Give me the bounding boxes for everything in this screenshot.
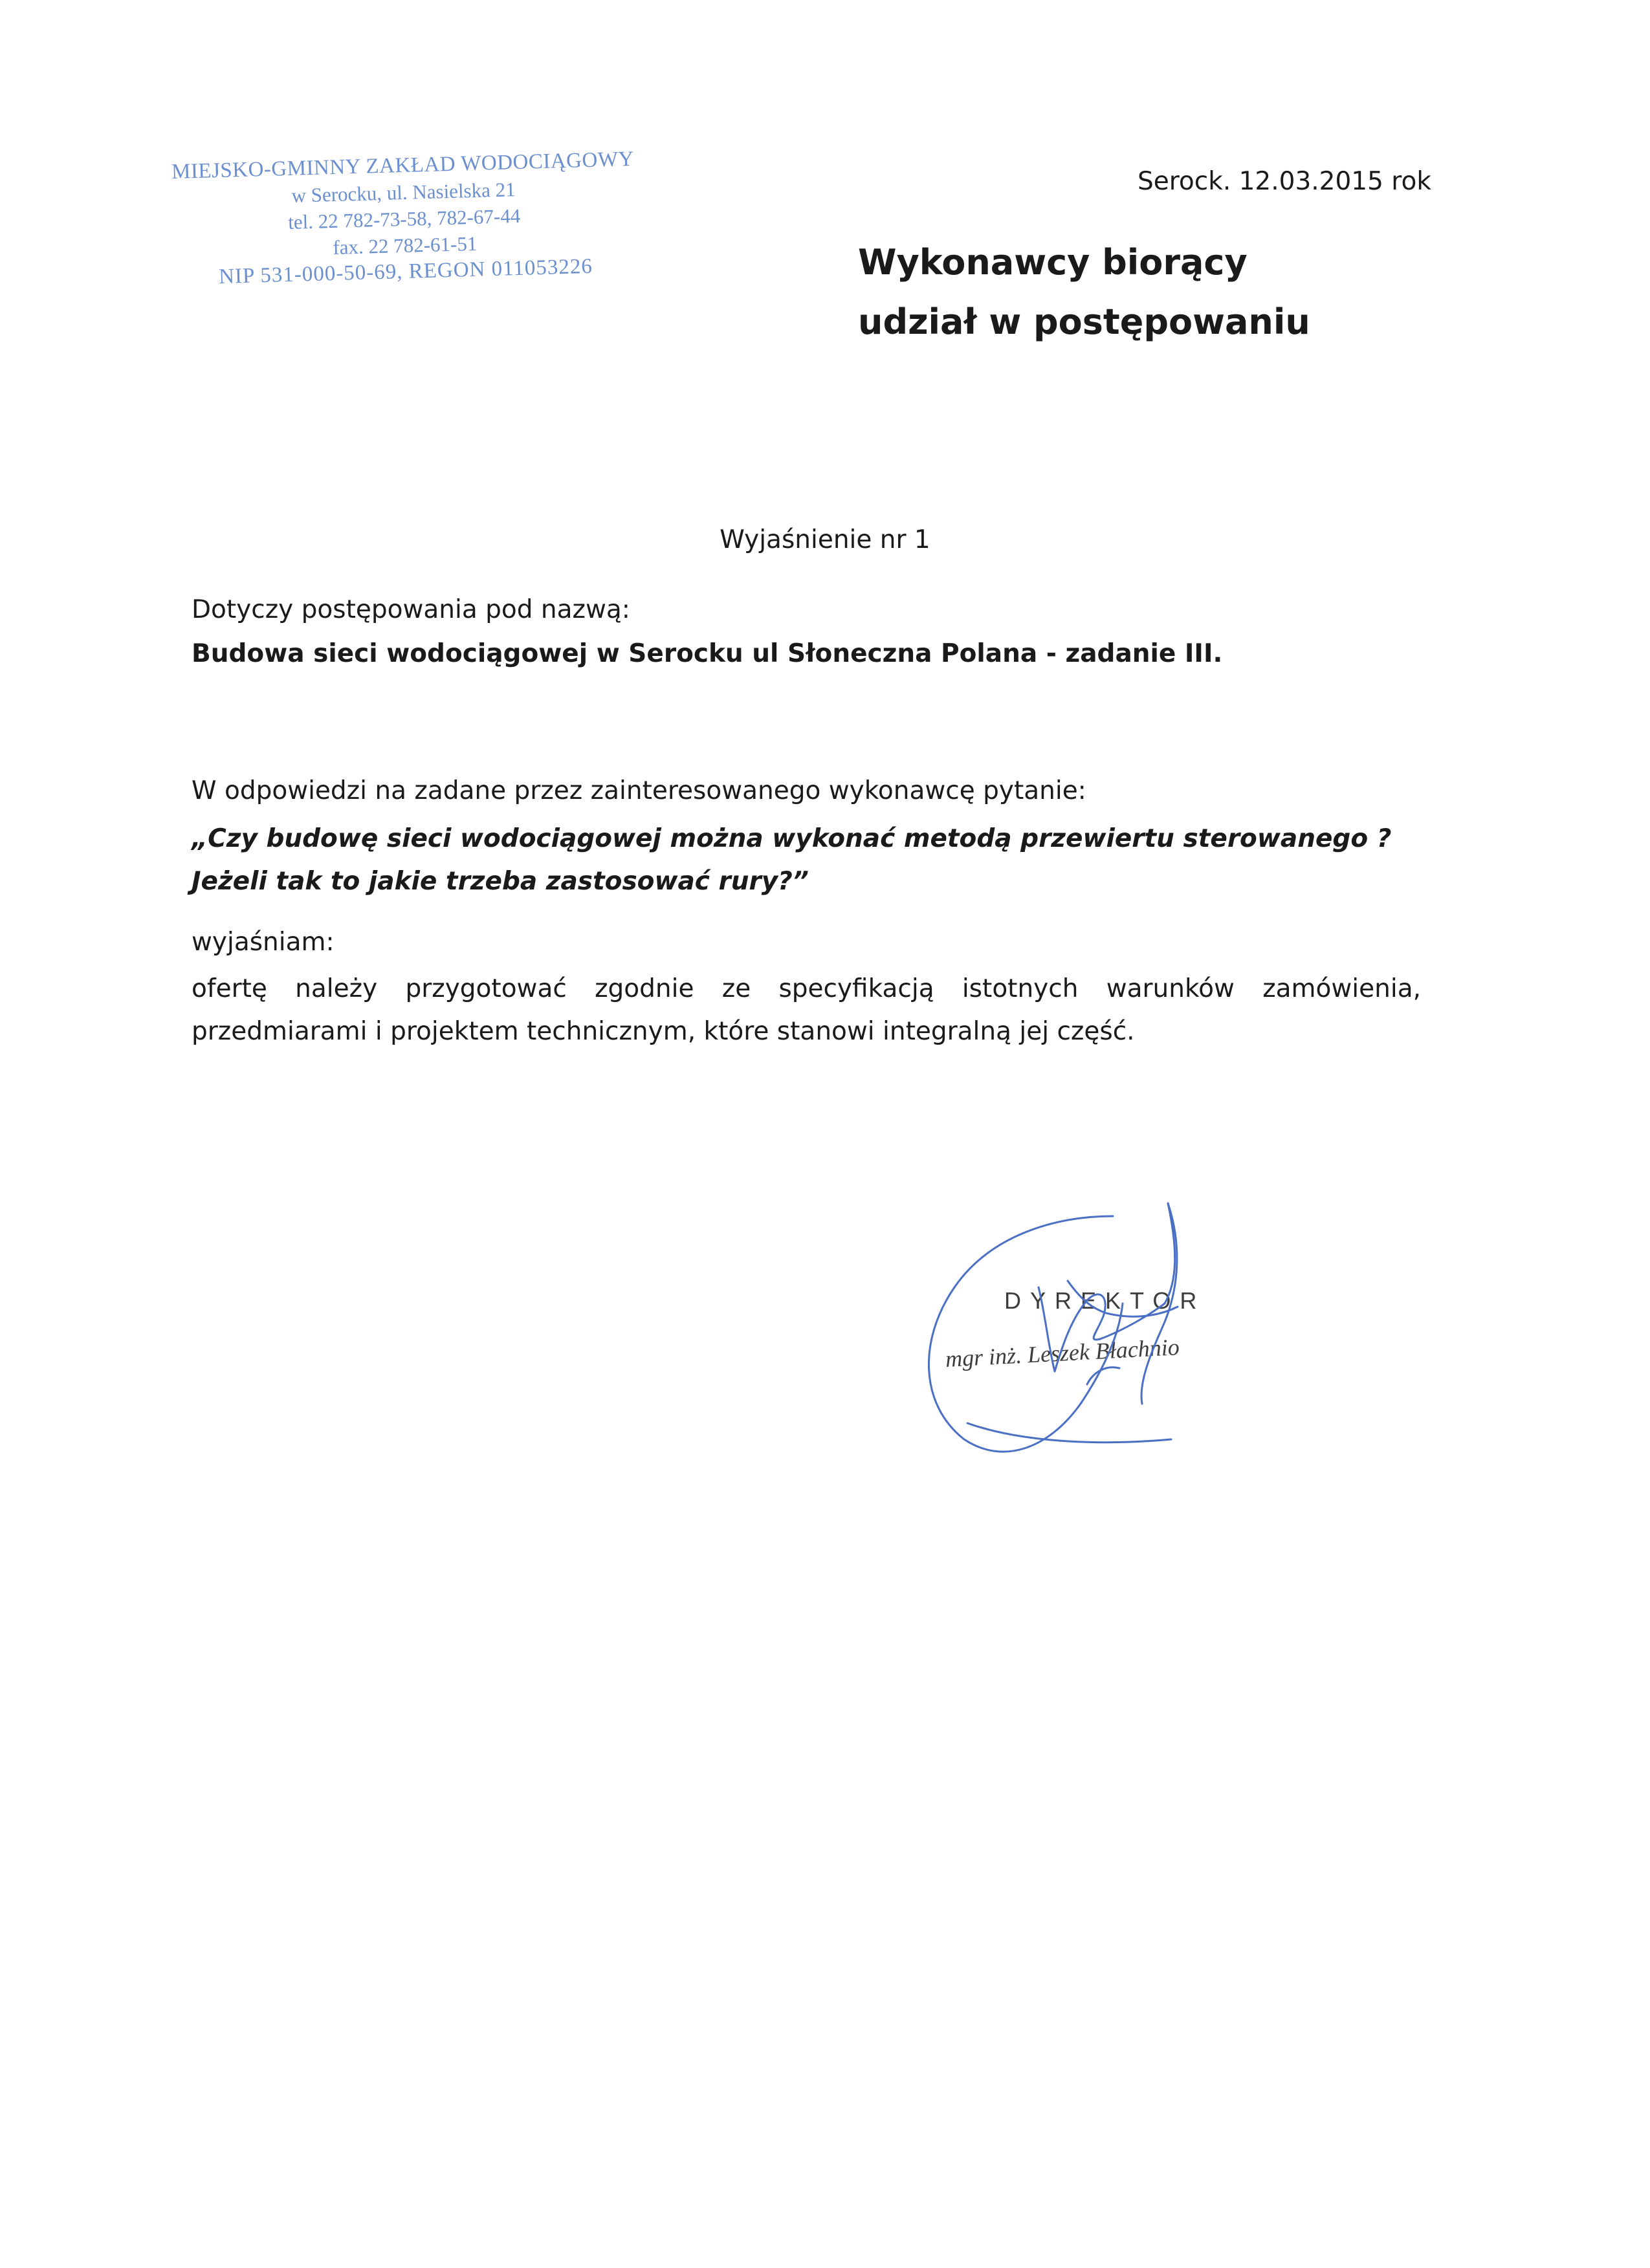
signatory-name: mgr inż. Leszek Błachnio <box>945 1334 1180 1372</box>
place-and-date: Serock. 12.03.2015 rok <box>1138 167 1431 196</box>
document-title: Wyjaśnienie nr 1 <box>720 525 930 554</box>
stamp-address: w Serocku, ul. Nasielska 21 <box>291 178 516 207</box>
signature-block <box>893 1190 1294 1475</box>
recipient-line-1: Wykonawcy biorący <box>858 242 1248 283</box>
subject-name: Budowa sieci wodociągowej w Serocku ul Słoneczna Polana - zadanie III. <box>192 639 1223 668</box>
recipient-line-2: udział w postępowaniu <box>858 301 1310 342</box>
answer-intro: wyjaśniam: <box>192 928 335 957</box>
question-text: „Czy budowę sieci wodociągowej można wykonać metodą przewiertu sterowanego ? Jeżeli tak to jakie trzeba zastosować rury?” <box>192 824 1392 896</box>
recipient-block <box>858 233 1310 352</box>
handwritten-signature-icon <box>893 1190 1294 1475</box>
signatory-role: DYREKTOR <box>1004 1287 1206 1314</box>
question-intro: W odpowiedzi na zadane przez zainteresowanego wykonawcę pytanie: <box>192 776 1086 805</box>
answer-text: ofertę należy przygotować zgodnie ze specyfikacją istotnych warunków zamówienia, przedmiarami i projektem technicznym, które stanowi integralną jej część. <box>192 974 1421 1046</box>
stamp-tax-ids: NIP 531-000-50-69, REGON 011053226 <box>218 254 593 289</box>
sender-stamp <box>170 146 639 292</box>
stamp-organization-name: MIEJSKO-GMINNY ZAKŁAD WODOCIĄGOWY <box>171 147 635 184</box>
stamp-fax: fax. 22 782-61-51 <box>332 232 478 259</box>
stamp-phone: tel. 22 782-73-58, 782-67-44 <box>287 204 521 234</box>
subject-intro: Dotyczy postępowania pod nazwą: <box>192 595 630 624</box>
